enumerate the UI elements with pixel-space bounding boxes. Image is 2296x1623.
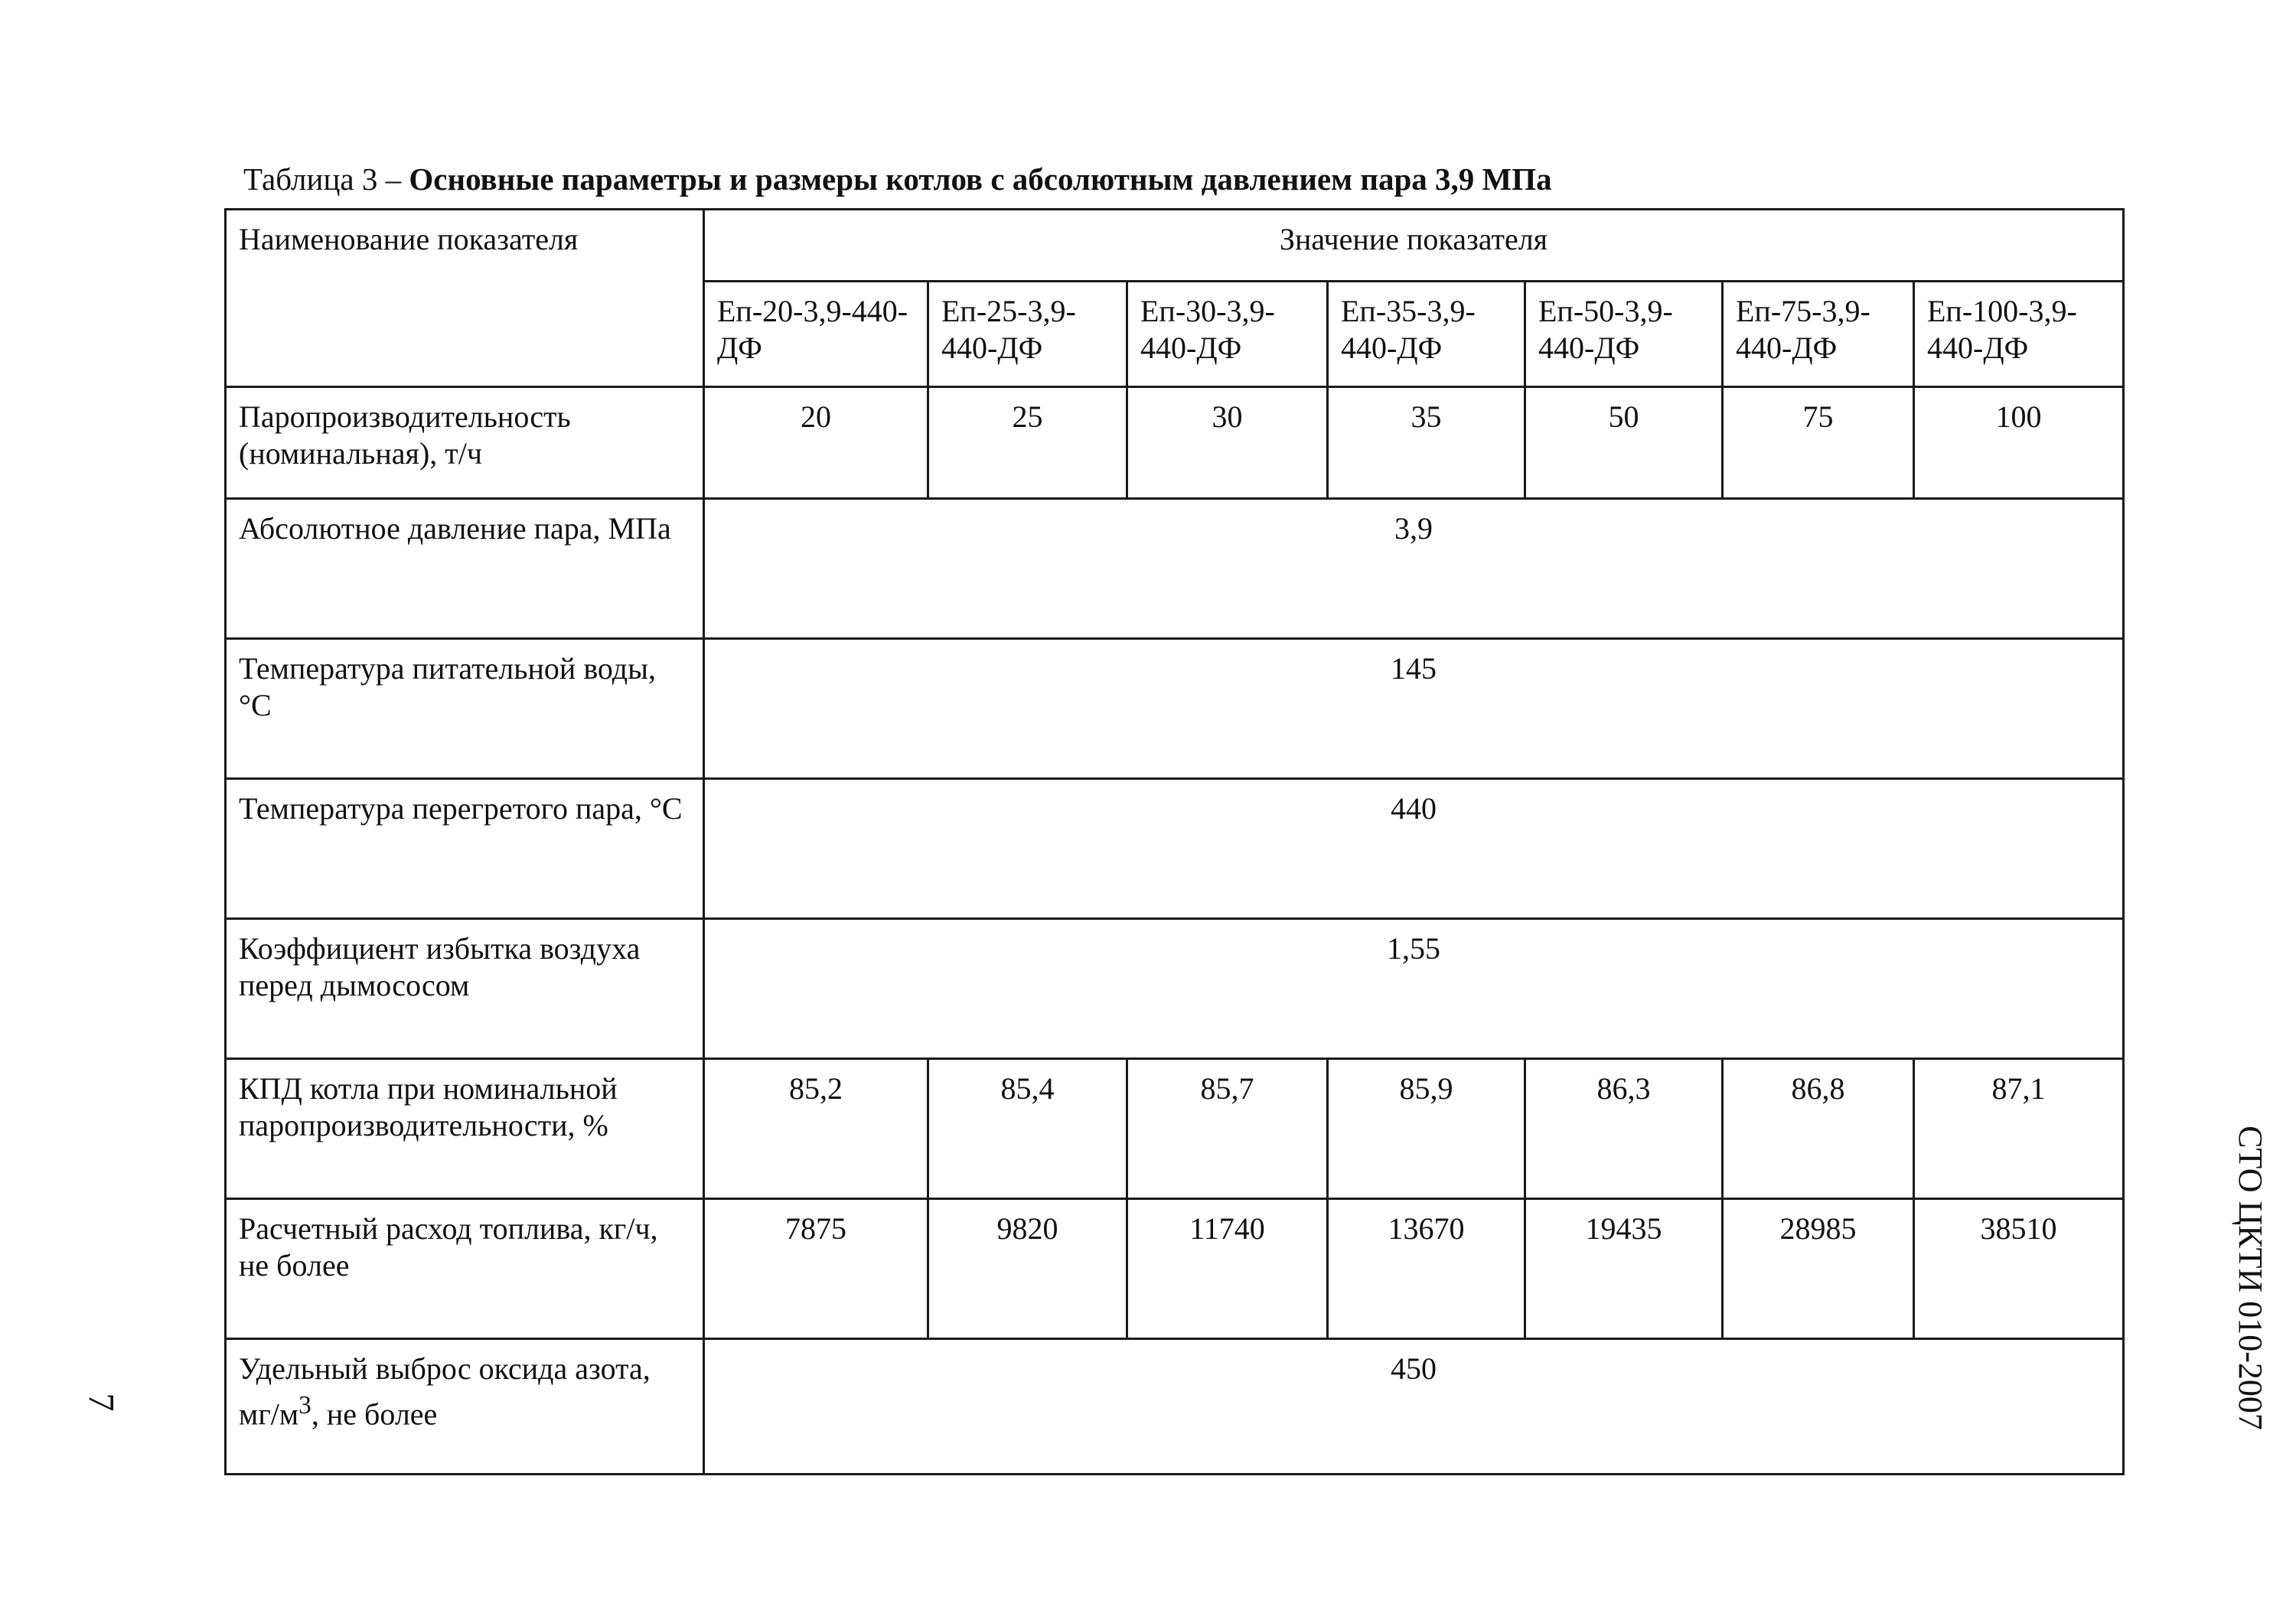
value-cell: 28985	[1723, 1199, 1914, 1339]
row-label: Температура перегретого пара, °С	[226, 779, 704, 919]
value-cell: 75	[1723, 387, 1914, 499]
model-cell: Еп-35-3,9-440-ДФ	[1328, 282, 1525, 387]
value-cell: 85,2	[704, 1059, 928, 1199]
value-cell: 100	[1914, 387, 2124, 499]
row-fuel-consumption	[226, 1199, 2124, 1339]
row-label: КПД котла при номинальной паропроизводительности, %	[226, 1059, 704, 1199]
row-steam-output	[226, 387, 2124, 499]
value-cell: 85,9	[1328, 1059, 1525, 1199]
value-cell: 450	[704, 1339, 2124, 1475]
row-efficiency	[226, 1059, 2124, 1199]
caption-prefix: Таблица 3 –	[243, 161, 409, 197]
row-label: Расчетный расход топлива, кг/ч, не более	[226, 1199, 704, 1339]
value-cell: 86,8	[1723, 1059, 1914, 1199]
row-feedwater-temp	[226, 639, 2124, 779]
value-cell: 30	[1127, 387, 1328, 499]
value-cell: 11740	[1127, 1199, 1328, 1339]
model-cell: Еп-50-3,9-440-ДФ	[1525, 282, 1723, 387]
value-cell: 7875	[704, 1199, 928, 1339]
value-cell: 3,9	[704, 499, 2124, 639]
row-pressure	[226, 499, 2124, 639]
caption-title: Основные параметры и размеры котлов с абсолютным давлением пара 3,9 МПа	[409, 161, 1552, 197]
nox-label-sup: 3	[298, 1391, 311, 1419]
row-nox	[226, 1339, 2124, 1475]
row-label: Абсолютное давление пара, МПа	[226, 499, 704, 639]
value-cell: 13670	[1328, 1199, 1525, 1339]
value-cell: 35	[1328, 387, 1525, 499]
model-cell: Еп-25-3,9-440-ДФ	[928, 282, 1127, 387]
value-cell: 440	[704, 779, 2124, 919]
page-number: 7	[80, 1393, 122, 1412]
table-caption	[243, 159, 1552, 199]
model-cell: Еп-20-3,9-440-ДФ	[704, 282, 928, 387]
value-cell: 87,1	[1914, 1059, 2124, 1199]
header-name-cell: Наименование показателя	[226, 210, 704, 387]
model-cell: Еп-75-3,9-440-ДФ	[1723, 282, 1914, 387]
value-cell: 85,4	[928, 1059, 1127, 1199]
nox-label-end: , не более	[311, 1396, 438, 1432]
value-cell: 19435	[1525, 1199, 1723, 1339]
row-label: Температура питательной воды, °С	[226, 639, 704, 779]
model-cell: Еп-100-3,9-440-ДФ	[1914, 282, 2124, 387]
value-cell: 25	[928, 387, 1127, 499]
value-cell: 9820	[928, 1199, 1127, 1339]
row-label: Коэффициент избытка воздуха перед дымососом	[226, 919, 704, 1059]
value-cell: 50	[1525, 387, 1723, 499]
value-cell: 145	[704, 639, 2124, 779]
value-cell: 1,55	[704, 919, 2124, 1059]
value-cell: 38510	[1914, 1199, 2124, 1339]
header-row	[226, 210, 2124, 282]
document-code: СТО ЦКТИ 010-2007	[2232, 1126, 2269, 1430]
parameters-table	[224, 208, 2125, 1475]
row-label: Паропроизводительность (номинальная), т/ч	[226, 387, 704, 499]
row-superheat-temp	[226, 779, 2124, 919]
row-label	[226, 1339, 704, 1475]
nox-label-start: Удельный выброс оксида азота, мг/м	[239, 1351, 651, 1432]
value-cell: 85,7	[1127, 1059, 1328, 1199]
header-value-cell: Значение показателя	[704, 210, 2124, 282]
value-cell: 20	[704, 387, 928, 499]
model-cell: Еп-30-3,9-440-ДФ	[1127, 282, 1328, 387]
row-excess-air	[226, 919, 2124, 1059]
value-cell: 86,3	[1525, 1059, 1723, 1199]
